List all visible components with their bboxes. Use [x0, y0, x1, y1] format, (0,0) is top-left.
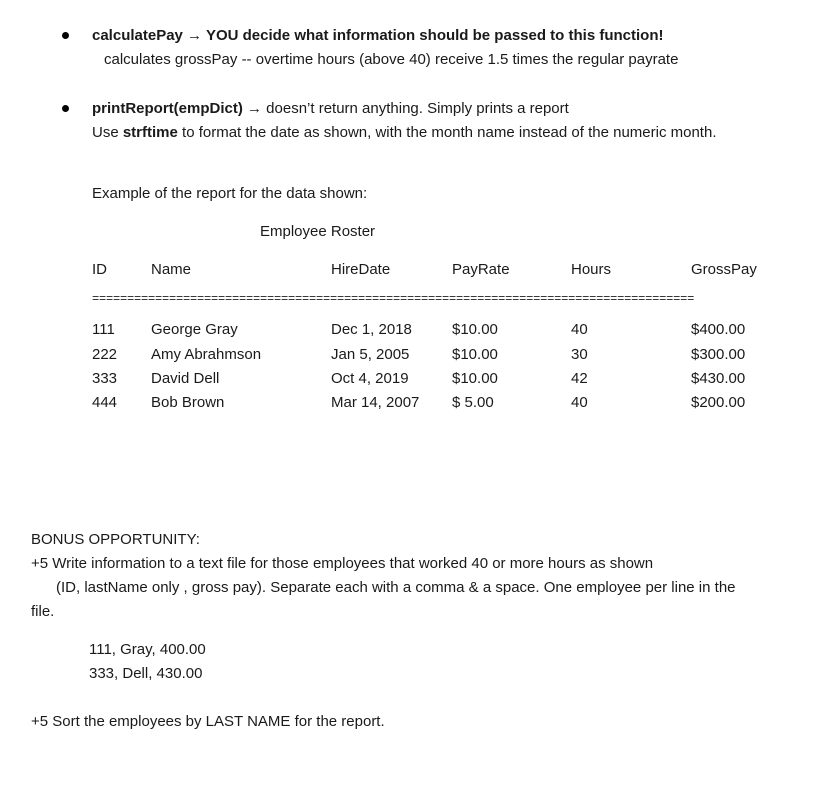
row-3-name: David Dell: [151, 370, 220, 387]
row-2-hiredate: Jan 5, 2005: [331, 346, 410, 363]
printreport-function-name: printReport(empDict): [92, 100, 243, 117]
row-4-id: 444: [92, 394, 118, 411]
header-payrate: PayRate: [452, 261, 510, 278]
bonus-item-1-line-2: (ID, lastName only , gross pay). Separate each with a comma & a space. One employee per line in the: [56, 579, 736, 596]
row-1-hiredate: Dec 1, 2018: [331, 321, 412, 338]
example-intro: Example of the report for the data shown:: [92, 185, 368, 202]
row-1-id: 111: [92, 321, 115, 338]
report-separator: ======================================================================================: [92, 292, 695, 306]
row-3-id: 333: [92, 370, 118, 387]
row-1-payrate: $10.00: [452, 321, 498, 338]
row-4-hours: 40: [571, 394, 588, 411]
strftime-pre: Use: [92, 124, 123, 141]
row-4-payrate: $ 5.00: [452, 394, 494, 411]
printreport-summary: → doesn’t return anything. Simply prints a report: [242, 100, 569, 117]
file-output-line-1: 111, Gray, 400.00: [89, 641, 206, 658]
row-3-hiredate: Oct 4, 2019: [331, 370, 409, 387]
header-hours: Hours: [571, 261, 612, 278]
row-4-name: Bob Brown: [151, 394, 225, 411]
row-2-grosspay: $300.00: [691, 346, 746, 363]
bonus-item-2: +5 Sort the employees by LAST NAME for the report.: [31, 713, 385, 730]
row-2-hours: 30: [571, 346, 588, 363]
row-3-payrate: $10.00: [452, 370, 498, 387]
report-title: Employee Roster: [260, 223, 376, 240]
calculatepay-description: calculates grossPay -- overtime hours (above 40) receive 1.5 times the regular payrate: [104, 51, 679, 68]
header-hiredate: HireDate: [331, 261, 391, 278]
printreport-heading: [92, 99, 569, 119]
strftime-instruction: [92, 123, 716, 143]
strftime-post: to format the date as shown, with the month name instead of the numeric month.: [177, 124, 717, 141]
header-id: ID: [92, 261, 107, 278]
bonus-heading: BONUS OPPORTUNITY:: [31, 531, 200, 548]
bullet-dot-2: [62, 105, 69, 112]
strftime-keyword: strftime: [122, 124, 178, 141]
row-3-grosspay: $430.00: [691, 370, 746, 387]
row-1-grosspay: $400.00: [691, 321, 746, 338]
row-2-payrate: $10.00: [452, 346, 498, 363]
file-output-line-2: 333, Dell, 430.00: [89, 665, 203, 682]
row-1-hours: 40: [571, 321, 588, 338]
bonus-item-1-line-3: file.: [31, 603, 55, 620]
row-2-name: Amy Abrahmson: [151, 346, 262, 363]
row-2-id: 222: [92, 346, 118, 363]
header-name: Name: [151, 261, 192, 278]
row-1-name: George Gray: [151, 321, 238, 338]
bonus-item-1-line-1: +5 Write information to a text file for those employees that worked 40 or more hours as shown: [31, 555, 654, 572]
header-grosspay: GrossPay: [691, 261, 757, 278]
calculatepay-heading: calculatePay → YOU decide what information should be passed to this function!: [92, 27, 664, 44]
row-4-grosspay: $200.00: [691, 394, 746, 411]
bullet-dot-1: [62, 32, 69, 39]
row-3-hours: 42: [571, 370, 588, 387]
row-4-hiredate: Mar 14, 2007: [331, 394, 420, 411]
